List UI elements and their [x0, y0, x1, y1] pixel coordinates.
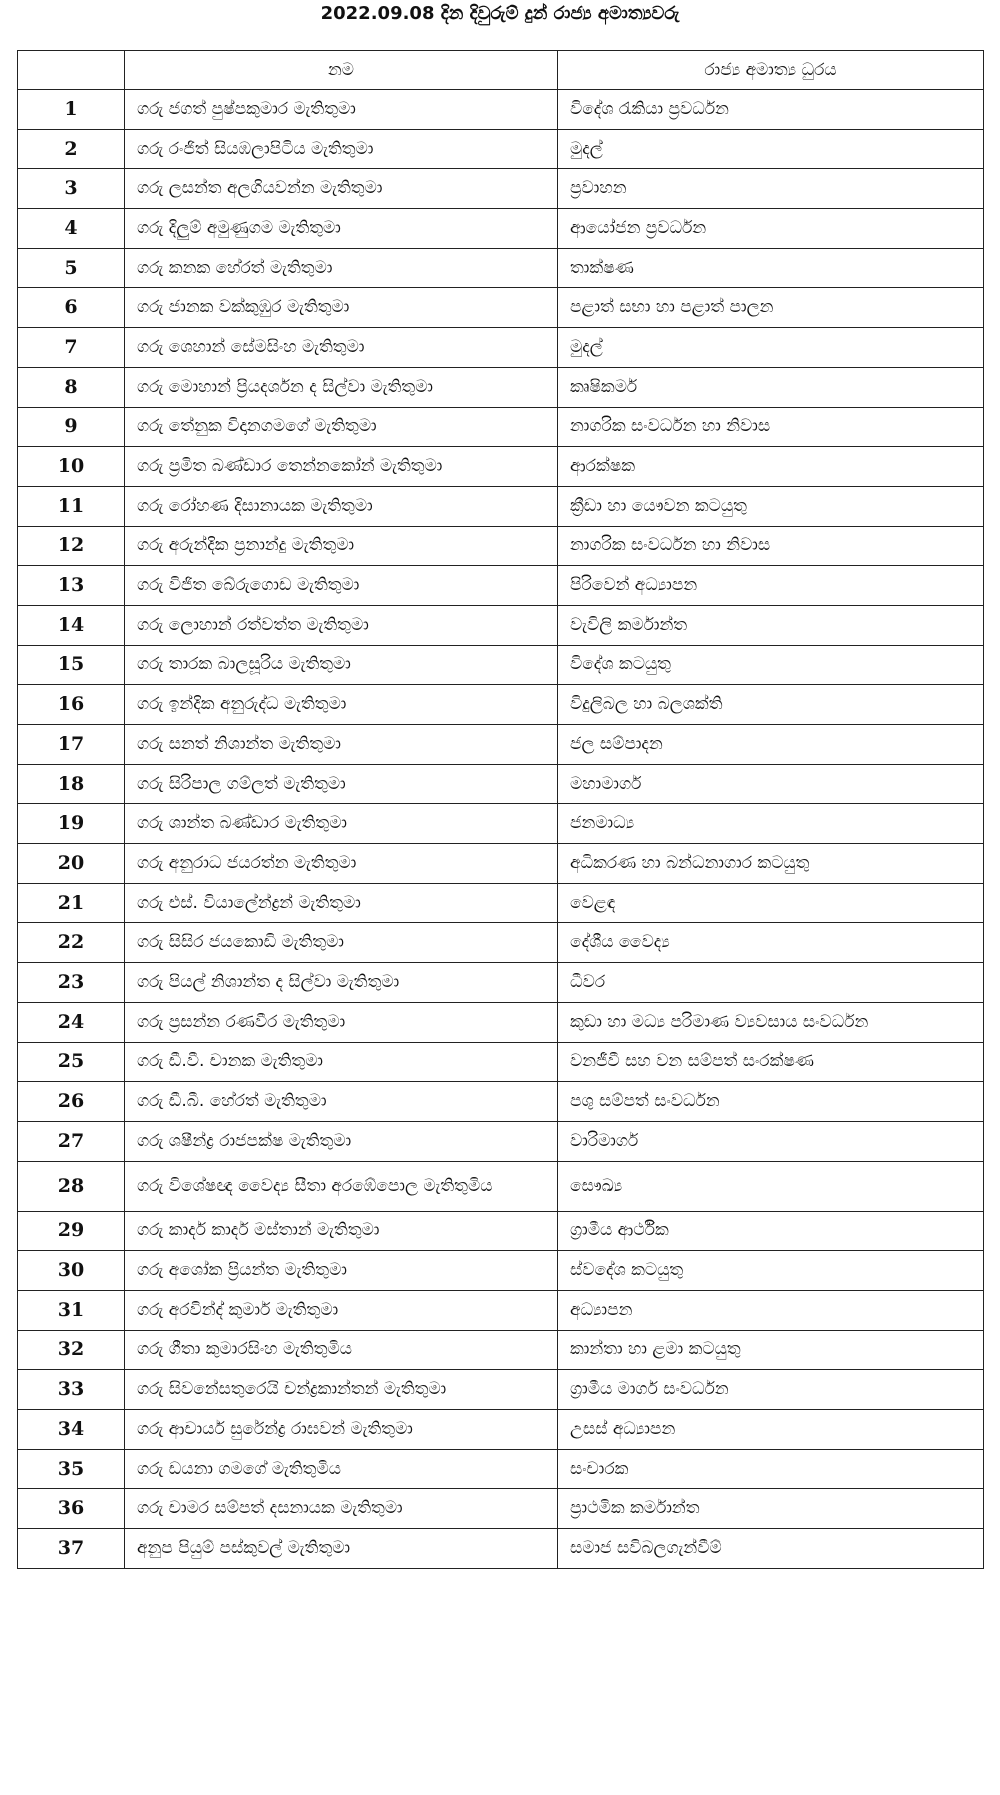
row-number: 22 — [18, 923, 125, 963]
row-portfolio: දේශීය වෛද්‍ය — [558, 923, 984, 963]
row-portfolio: තාක්ෂණ — [558, 248, 984, 288]
row-number: 20 — [18, 844, 125, 884]
row-portfolio: විදේශ කටයුතු — [558, 645, 984, 685]
row-number: 24 — [18, 1002, 125, 1042]
row-number: 37 — [18, 1529, 125, 1569]
row-portfolio: ආරක්ෂක — [558, 447, 984, 487]
table-row — [18, 764, 984, 804]
table-row — [18, 169, 984, 209]
row-number: 29 — [18, 1211, 125, 1251]
row-portfolio: කාන්තා හා ළමා කටයුතු — [558, 1330, 984, 1370]
row-number: 35 — [18, 1449, 125, 1489]
table-row — [18, 725, 984, 765]
row-number: 11 — [18, 486, 125, 526]
row-name: ගරු ඉන්දික අනුරුද්ධ මැතිතුමා — [125, 685, 558, 725]
row-name: ගරු ඩී.බී. හේරත් මැතිතුමා — [125, 1082, 558, 1122]
table-row — [18, 566, 984, 606]
row-name: ගරු විජිත බේරුගොඩ මැතිතුමා — [125, 566, 558, 606]
table-row — [18, 129, 984, 169]
row-name: ගරු සිවනේසතුරෙයි චන්ද්‍රකාන්තන් මැතිතුමා — [125, 1370, 558, 1410]
document-title: 2022.09.08 දින දිවුරුම් දුන් රාජ්‍ය අමාත්‍යවරු — [320, 3, 680, 24]
table-row — [18, 1410, 984, 1450]
row-number: 3 — [18, 169, 125, 209]
row-number: 36 — [18, 1489, 125, 1529]
row-portfolio: වැවිලි කර්මාන්ත — [558, 605, 984, 645]
row-number: 27 — [18, 1121, 125, 1161]
row-name: ගරු තේනුක විදානගමගේ මැතිතුමා — [125, 407, 558, 447]
header-number — [18, 51, 125, 90]
table-row — [18, 1330, 984, 1370]
table-row — [18, 447, 984, 487]
row-name: ගරු ජගත් පුෂ්පකුමාර මැතිතුමා — [125, 90, 558, 130]
table-row — [18, 90, 984, 130]
row-name: ගරු ප්‍රසන්න රණවීර මැතිතුමා — [125, 1002, 558, 1042]
row-portfolio: ධීවර — [558, 963, 984, 1003]
table-row — [18, 1370, 984, 1410]
row-portfolio: ක්‍රීඩා හා යෞවන කටයුතු — [558, 486, 984, 526]
table-row — [18, 1251, 984, 1291]
row-portfolio: ග්‍රාමීය මාර්ග සංවර්ධන — [558, 1370, 984, 1410]
table-row — [18, 209, 984, 249]
row-portfolio: වාරිමාර්ග — [558, 1121, 984, 1161]
row-portfolio: ජනමාධ්‍ය — [558, 804, 984, 844]
row-number: 4 — [18, 209, 125, 249]
row-name: ගරු අරුන්දික ප්‍රනාන්දු මැතිතුමා — [125, 526, 558, 566]
table-row — [18, 288, 984, 328]
row-portfolio: පළාත් සභා හා පළාත් පාලන — [558, 288, 984, 328]
row-number: 15 — [18, 645, 125, 685]
row-name: ගරු ශෂීන්ද්‍ර රාජපක්ෂ මැතිතුමා — [125, 1121, 558, 1161]
row-portfolio: කුඩා හා මධ්‍ය පරිමාණ ව්‍යවසාය සංවර්ධන — [558, 1002, 984, 1042]
row-number: 14 — [18, 605, 125, 645]
row-name: ගරු ප්‍රමිත බණ්ඩාර තෙන්නකෝන් මැතිතුමා — [125, 447, 558, 487]
row-number: 2 — [18, 129, 125, 169]
row-name: ගරු ශෙහාන් සේමසිංහ මැතිතුමා — [125, 328, 558, 368]
row-number: 7 — [18, 328, 125, 368]
row-name: ගරු ඩයනා ගමගේ මැතිතුමිය — [125, 1449, 558, 1489]
table-row — [18, 963, 984, 1003]
table-row — [18, 526, 984, 566]
row-name: ගරු ගීතා කුමාරසිංහ මැතිතුමිය — [125, 1330, 558, 1370]
header-portfolio: රාජ්‍ය අමාත්‍ය ධුරය — [558, 51, 984, 90]
row-name: ගරු ජානක වක්කුඹුර මැතිතුමා — [125, 288, 558, 328]
row-name: ගරු දිලුම් අමුණුගම මැතිතුමා — [125, 209, 558, 249]
table-row — [18, 1449, 984, 1489]
row-number: 31 — [18, 1290, 125, 1330]
row-portfolio: ප්‍රාථමික කර්මාන්ත — [558, 1489, 984, 1529]
row-portfolio: විදුලිබල හා බලශක්ති — [558, 685, 984, 725]
row-number: 13 — [18, 566, 125, 606]
row-name: ගරු මොහාන් ප්‍රියදර්ශන ද සිල්වා මැතිතුමා — [125, 367, 558, 407]
row-number: 9 — [18, 407, 125, 447]
row-number: 17 — [18, 725, 125, 765]
row-name: ගරු ලොහාන් රත්වත්ත මැතිතුමා — [125, 605, 558, 645]
table-row — [18, 328, 984, 368]
row-number: 23 — [18, 963, 125, 1003]
row-name: ගරු ශාන්ත බණ්ඩාර මැතිතුමා — [125, 804, 558, 844]
row-portfolio: ස්වදේශ කටයුතු — [558, 1251, 984, 1291]
row-portfolio: ජල සම්පාදන — [558, 725, 984, 765]
table-row — [18, 1002, 984, 1042]
row-portfolio: පිරිවෙන් අධ්‍යාපන — [558, 566, 984, 606]
row-portfolio: විදේශ රැකියා ප්‍රවර්ධන — [558, 90, 984, 130]
row-number: 26 — [18, 1082, 125, 1122]
table-row — [18, 1161, 984, 1211]
row-number: 32 — [18, 1330, 125, 1370]
row-number: 21 — [18, 883, 125, 923]
table-row — [18, 883, 984, 923]
table-row — [18, 1489, 984, 1529]
table-row — [18, 1082, 984, 1122]
row-name: ගරු කනක හේරත් මැතිතුමා — [125, 248, 558, 288]
row-portfolio: ප්‍රවාහන — [558, 169, 984, 209]
row-name: ගරු සිරිපාල ගම්ලත් මැතිතුමා — [125, 764, 558, 804]
row-name: ගරු ලසන්ත අලගියවන්න මැතිතුමා — [125, 169, 558, 209]
table-row — [18, 804, 984, 844]
row-number: 18 — [18, 764, 125, 804]
row-portfolio: කෘෂිකර්ම — [558, 367, 984, 407]
ministers-table — [17, 50, 984, 1569]
row-name: ගරු සනත් නිශාන්ත මැතිතුමා — [125, 725, 558, 765]
row-portfolio: මහාමාර්ග — [558, 764, 984, 804]
row-name: ගරු අනුරාධ ජයරත්න මැතිතුමා — [125, 844, 558, 884]
row-name: ගරු තාරක බාලසූරිය මැතිතුමා — [125, 645, 558, 685]
row-name: ගරු ආචාර්ය සුරේන්ද්‍ර රාඝවන් මැතිතුමා — [125, 1410, 558, 1450]
row-name: ගරු කාදර් කාදර් මස්තාන් මැතිතුමා — [125, 1211, 558, 1251]
row-name: ගරු එස්. වියාලේන්ද්‍රන් මැතිතුමා — [125, 883, 558, 923]
row-number: 1 — [18, 90, 125, 130]
row-number: 33 — [18, 1370, 125, 1410]
row-name: ගරු විශේෂඥ වෛද්‍ය සීතා අරඹේපොල මැතිතුමිය — [125, 1161, 558, 1211]
table-row — [18, 1121, 984, 1161]
row-name: ගරු සිසිර ජයකොඩි මැතිතුමා — [125, 923, 558, 963]
row-number: 6 — [18, 288, 125, 328]
table-row — [18, 1042, 984, 1082]
row-portfolio: උසස් අධ්‍යාපන — [558, 1410, 984, 1450]
header-name: නම — [125, 51, 558, 90]
row-number: 12 — [18, 526, 125, 566]
table-row — [18, 1211, 984, 1251]
table-row — [18, 685, 984, 725]
table-header-row — [18, 51, 984, 90]
row-name: ගරු අරවින්ද් කුමාර් මැතිතුමා — [125, 1290, 558, 1330]
row-name: ගරු චාමර සම්පත් දසනායක මැතිතුමා — [125, 1489, 558, 1529]
row-portfolio: වනජීවී සහ වන සම්පත් සංරක්ෂණ — [558, 1042, 984, 1082]
row-name: ගරු පියල් නිශාන්ත ද සිල්වා මැතිතුමා — [125, 963, 558, 1003]
table-row — [18, 645, 984, 685]
table-row — [18, 367, 984, 407]
table-row — [18, 605, 984, 645]
row-portfolio: නාගරික සංවර්ධන හා නිවාස — [558, 526, 984, 566]
row-name: ගරු රෝහණ දිසානායක මැතිතුමා — [125, 486, 558, 526]
table-row — [18, 923, 984, 963]
row-number: 28 — [18, 1161, 125, 1211]
row-name: ගරු අශෝක ප්‍රියන්ත මැතිතුමා — [125, 1251, 558, 1291]
row-number: 30 — [18, 1251, 125, 1291]
table-row — [18, 844, 984, 884]
row-portfolio: ග්‍රාමීය ආර්ථික — [558, 1211, 984, 1251]
row-number: 10 — [18, 447, 125, 487]
row-name: ගරු රංජිත් සියඹලාපිටිය මැතිතුමා — [125, 129, 558, 169]
row-number: 19 — [18, 804, 125, 844]
row-number: 34 — [18, 1410, 125, 1450]
table-row — [18, 486, 984, 526]
table-row — [18, 407, 984, 447]
row-portfolio: මුදල් — [558, 328, 984, 368]
row-number: 8 — [18, 367, 125, 407]
row-portfolio: ආයෝජන ප්‍රවර්ධන — [558, 209, 984, 249]
row-portfolio: වෙළඳ — [558, 883, 984, 923]
row-portfolio: මුදල් — [558, 129, 984, 169]
row-portfolio: නාගරික සංවර්ධන හා නිවාස — [558, 407, 984, 447]
row-portfolio: සමාජ සවිබලගැන්වීම් — [558, 1529, 984, 1569]
row-number: 16 — [18, 685, 125, 725]
row-portfolio: අධ්‍යාපන — [558, 1290, 984, 1330]
row-portfolio: අධිකරණ හා බන්ධනාගාර කටයුතු — [558, 844, 984, 884]
row-portfolio: සෞඛ්‍ය — [558, 1161, 984, 1211]
row-name: ගරු ඩී.වී. චානක මැතිතුමා — [125, 1042, 558, 1082]
row-name: අනුප පියුම් පස්කුවල් මැතිතුමා — [125, 1529, 558, 1569]
row-number: 25 — [18, 1042, 125, 1082]
row-number: 5 — [18, 248, 125, 288]
row-portfolio: සංචාරක — [558, 1449, 984, 1489]
table-row — [18, 1529, 984, 1569]
table-row — [18, 248, 984, 288]
row-portfolio: පශු සම්පත් සංවර්ධන — [558, 1082, 984, 1122]
table-row — [18, 1290, 984, 1330]
